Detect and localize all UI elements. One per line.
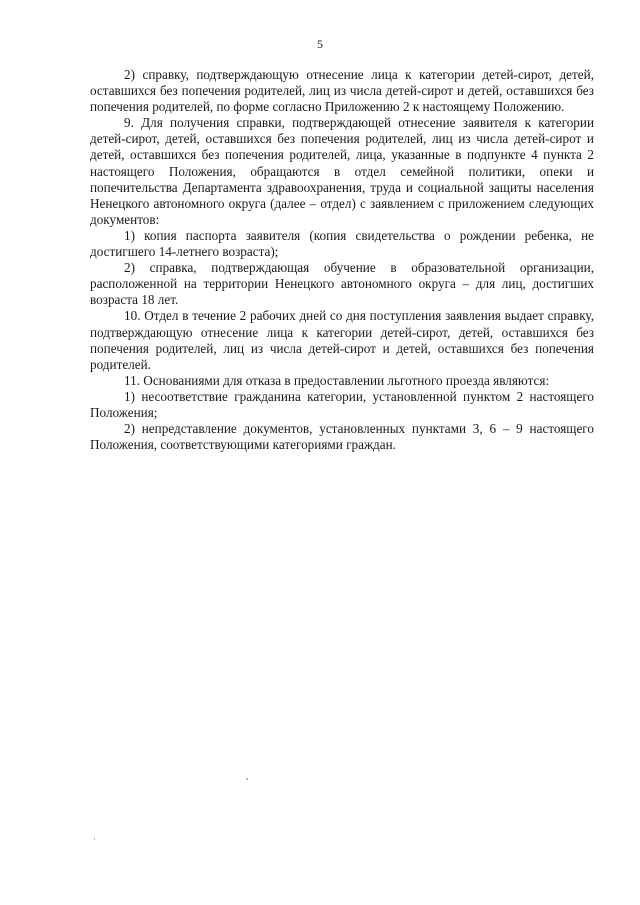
- paragraph-clause-10: 10. Отдел в течение 2 рабочих дней со дня поступления заявления выдает справку, подтверждающую отнесение лица к категории детей-сирот, детей, оставшихся без попечения родителей, лиц из числа детей-сирот и детей, оставшихся без попечения родителей.: [90, 308, 594, 372]
- paragraph-document-item-2: 2) справка, подтверждающая обучение в образовательной организации, расположенной на территории Ненецкого автономного округа – для лиц, достигших возраста 18 лет.: [90, 260, 594, 308]
- scan-speck: [246, 778, 248, 780]
- page-number: 5: [317, 37, 323, 51]
- paragraph-refusal-item-2: 2) непредставление документов, установленных пунктами 3, 6 – 9 настоящего Положения, соответствующими категориями граждан.: [90, 421, 594, 453]
- paragraph-clause-9: 9. Для получения справки, подтверждающей отнесение заявителя к категории детей-сирот, детей, оставшихся без попечения родителей, лиц из числа детей-сирот и детей, оставшихся без попечения родителей, лица, указанные в подпункте 4 пункта 2 настоящего Положения, обращаются в отдел семейной политики, опеки и попечительства Департамента здравоохранения, труда и социальной защиты населения Ненецкого автономного округа (далее – отдел) с заявлением с приложением следующих документов:: [90, 115, 594, 227]
- paragraph-clause-11: 11. Основаниями для отказа в предоставлении льготного проезда являются:: [124, 372, 550, 388]
- document-body: [90, 67, 594, 453]
- scan-speck: [94, 838, 95, 840]
- paragraph-refusal-item-1: 1) несоответствие гражданина категории, установленной пунктом 2 настоящего Положения;: [90, 388, 594, 420]
- paragraph-certificate-item-2: 2) справку, подтверждающую отнесение лица к категории детей-сирот, детей, оставшихся без попечения родителей, лиц из числа детей-сирот и детей, оставшихся без попечения родителей, по форме согласно Приложению 2 к настоящему Положению.: [90, 67, 594, 115]
- paragraph-document-item-1: 1) копия паспорта заявителя (копия свидетельства о рождении ребенка, не достигшего 14-летнего возраста);: [90, 227, 594, 260]
